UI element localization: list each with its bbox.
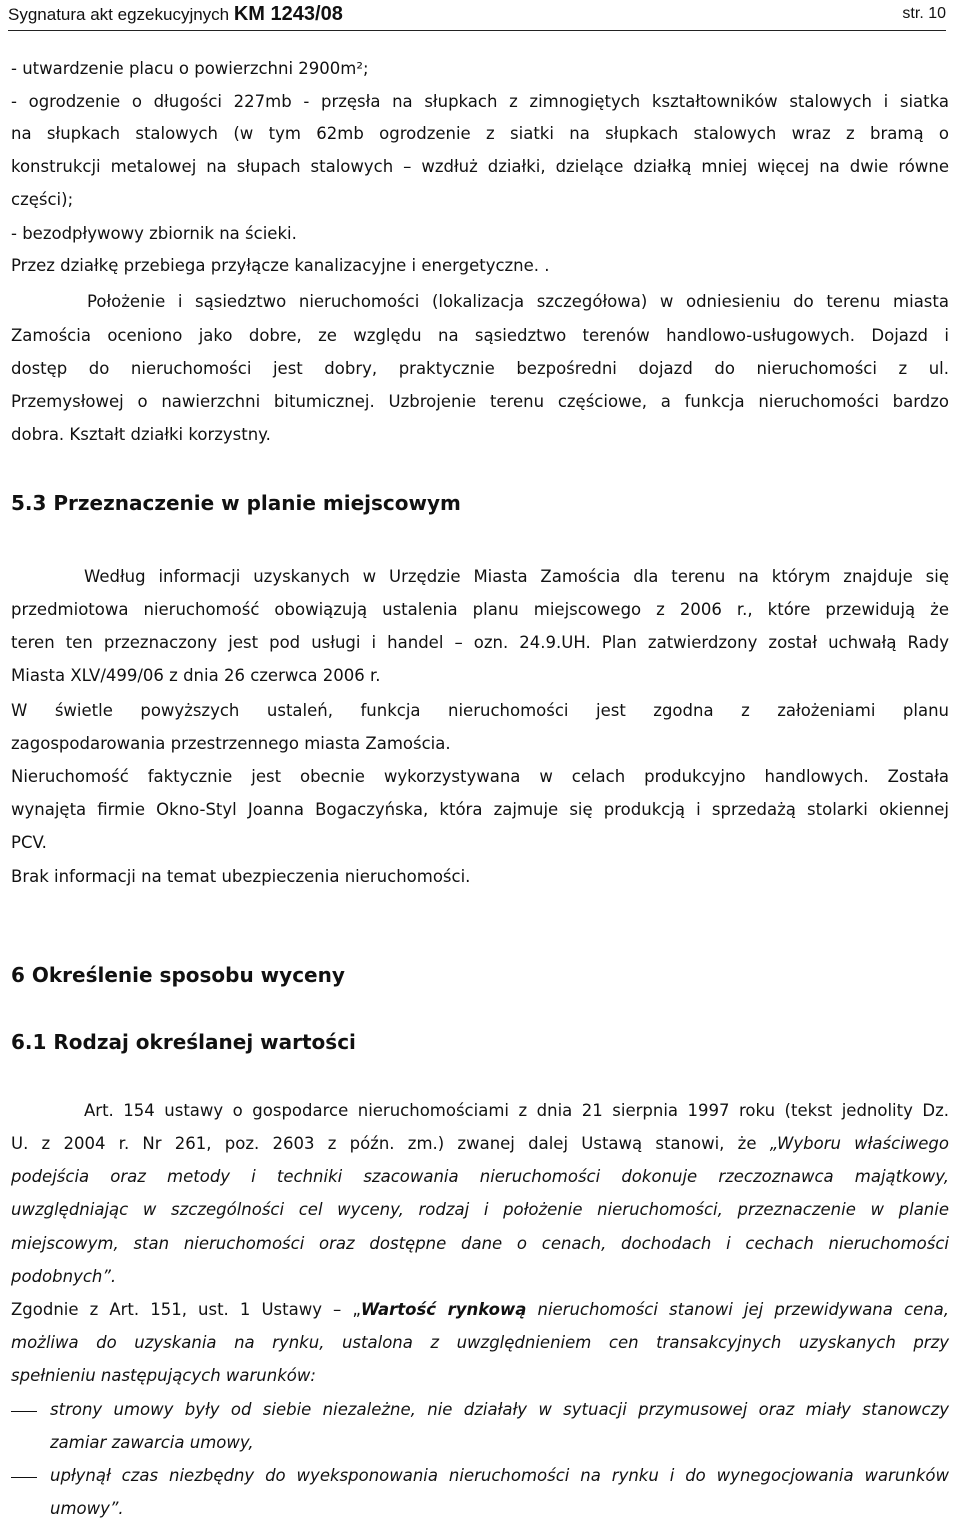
text-line: zagospodarowania przestrzennego miasta Zamościa. [11,734,451,753]
page-header [8,0,946,31]
text-line: Przez działkę przebiega przyłącze kanalizacyjne i energetyczne. . [11,256,550,275]
text-line: części); [11,190,74,209]
text-line: podejścia oraz metody i techniki szacowania nieruchomości dokonuje rzeczoznawca majątkowy, [11,1167,949,1186]
text-line: Miasta XLV/499/06 z dnia 26 czerwca 2006 r. [11,666,381,685]
text-line: miejscowym, stan nieruchomości oraz dostępne dane o cenach, dochodach i cechach nieruchomości [11,1234,949,1253]
text-line: Według informacji uzyskanych w Urzędzie Miasta Zamościa dla terenu na którym znajduje się [84,567,949,586]
text-line: na słupkach stalowych (w tym 62mb ogrodzenie z siatki na słupkach stalowych wraz z bramą o [11,124,949,143]
text-line: Brak informacji na temat ubezpieczenia nieruchomości. [11,867,471,886]
text-line: spełnieniu następujących warunków: [11,1366,316,1385]
list-item: upłynął czas niezbędny do wyeksponowania nieruchomości na rynku i do wynegocjowania warunków [50,1466,949,1485]
text-line: uwzględniając w szczególności cel wyceny, rodzaj i położenie nieruchomości, przeznaczenie w planie [11,1200,949,1219]
text-line: przedmiotowa nieruchomość obowiązują ustalenia planu miejscowego z 2006 r., które przewidują że [11,600,949,619]
text-line: Zamościa oceniono jako dobre, ze względu na sąsiedztwo terenów handlowo-usługowych. Dojazd i [11,326,949,345]
case-number: KM 1243/08 [233,3,343,25]
list-item: umowy”. [50,1499,124,1518]
signature-label: Sygnatura akt egzekucyjnych KM 1243/08 [8,3,343,25]
text-line: dostęp do nieruchomości jest dobry, praktycznie bezpośredni dojazd do nieruchomości z ul. [11,359,949,378]
emphasis-market-value: Wartość rynkową [360,1300,527,1319]
text-line: - bezodpływowy zbiornik na ścieki. [11,224,297,243]
section-heading: 6.1 Rodzaj określanej wartości [11,1030,356,1054]
section-heading: 6 Określenie sposobu wyceny [11,963,345,987]
list-item: strony umowy były od siebie niezależne, nie działały w sytuacji przymusowej oraz miały stanowczy [50,1400,949,1419]
text-line: wynajęta firmie Okno-Styl Joanna Bogaczyńska, która zajmuje się produkcją i sprzedażą stolarki okiennej [11,800,949,819]
section-heading: 5.3 Przeznaczenie w planie miejscowym [11,491,461,515]
list-item: zamiar zawarcia umowy, [50,1433,254,1452]
text-line: PCV. [11,833,47,852]
text-line: Przemysłowej o nawierzchni bitumicznej. Uzbrojenie terenu częściowe, a funkcja nieruchomości bardzo [11,392,949,411]
text-line: Zgodnie z Art. 151, ust. 1 Ustawy – „Wartość rynkową nieruchomości stanowi jej przewidywana cena, [11,1300,949,1319]
page-number: str. 10 [902,5,946,22]
text-line: Nieruchomość faktycznie jest obecnie wykorzystywana w celach produkcyjno handlowych. Została [11,767,949,786]
text-line: U. z 2004 r. Nr 261, poz. 2603 z późn. zm.) zwanej dalej Ustawą stanowi, że „Wyboru właściwego [11,1134,949,1153]
text-line: możliwa do uzyskania na rynku, ustalona z uwzględnieniem cen transakcyjnych uzyskanych przy [11,1333,949,1352]
text-line: Położenie i sąsiedztwo nieruchomości (lokalizacja szczegółowa) w odniesieniu do terenu miasta [87,292,949,311]
text-line: - ogrodzenie o długości 227mb - przęsła na słupkach z zimnogiętych kształtowników stalowych i siatka [11,92,949,111]
text-line: podobnych”. [11,1267,117,1286]
text-line: Art. 154 ustawy o gospodarce nieruchomościami z dnia 21 sierpnia 1997 roku (tekst jednolity Dz. [84,1101,949,1120]
text-line: konstrukcji metalowej na słupach stalowych – wzdłuż działki, dzielące działką mniej więcej na dwie równe [11,157,949,176]
text-line: dobra. Kształt działki korzystny. [11,425,271,444]
text-line: - utwardzenie placu o powierzchni 2900m²; [11,59,369,78]
list-dash [11,1411,37,1412]
quote-start: „Wyboru właściwego [769,1134,949,1153]
text-line: teren ten przeznaczony jest pod usługi i handel – ozn. 24.9.UH. Plan zatwierdzony został uchwałą Rady [11,633,949,652]
text-line: W świetle powyższych ustaleń, funkcja nieruchomości jest zgodna z założeniami planu [11,701,949,720]
list-dash [11,1477,37,1478]
